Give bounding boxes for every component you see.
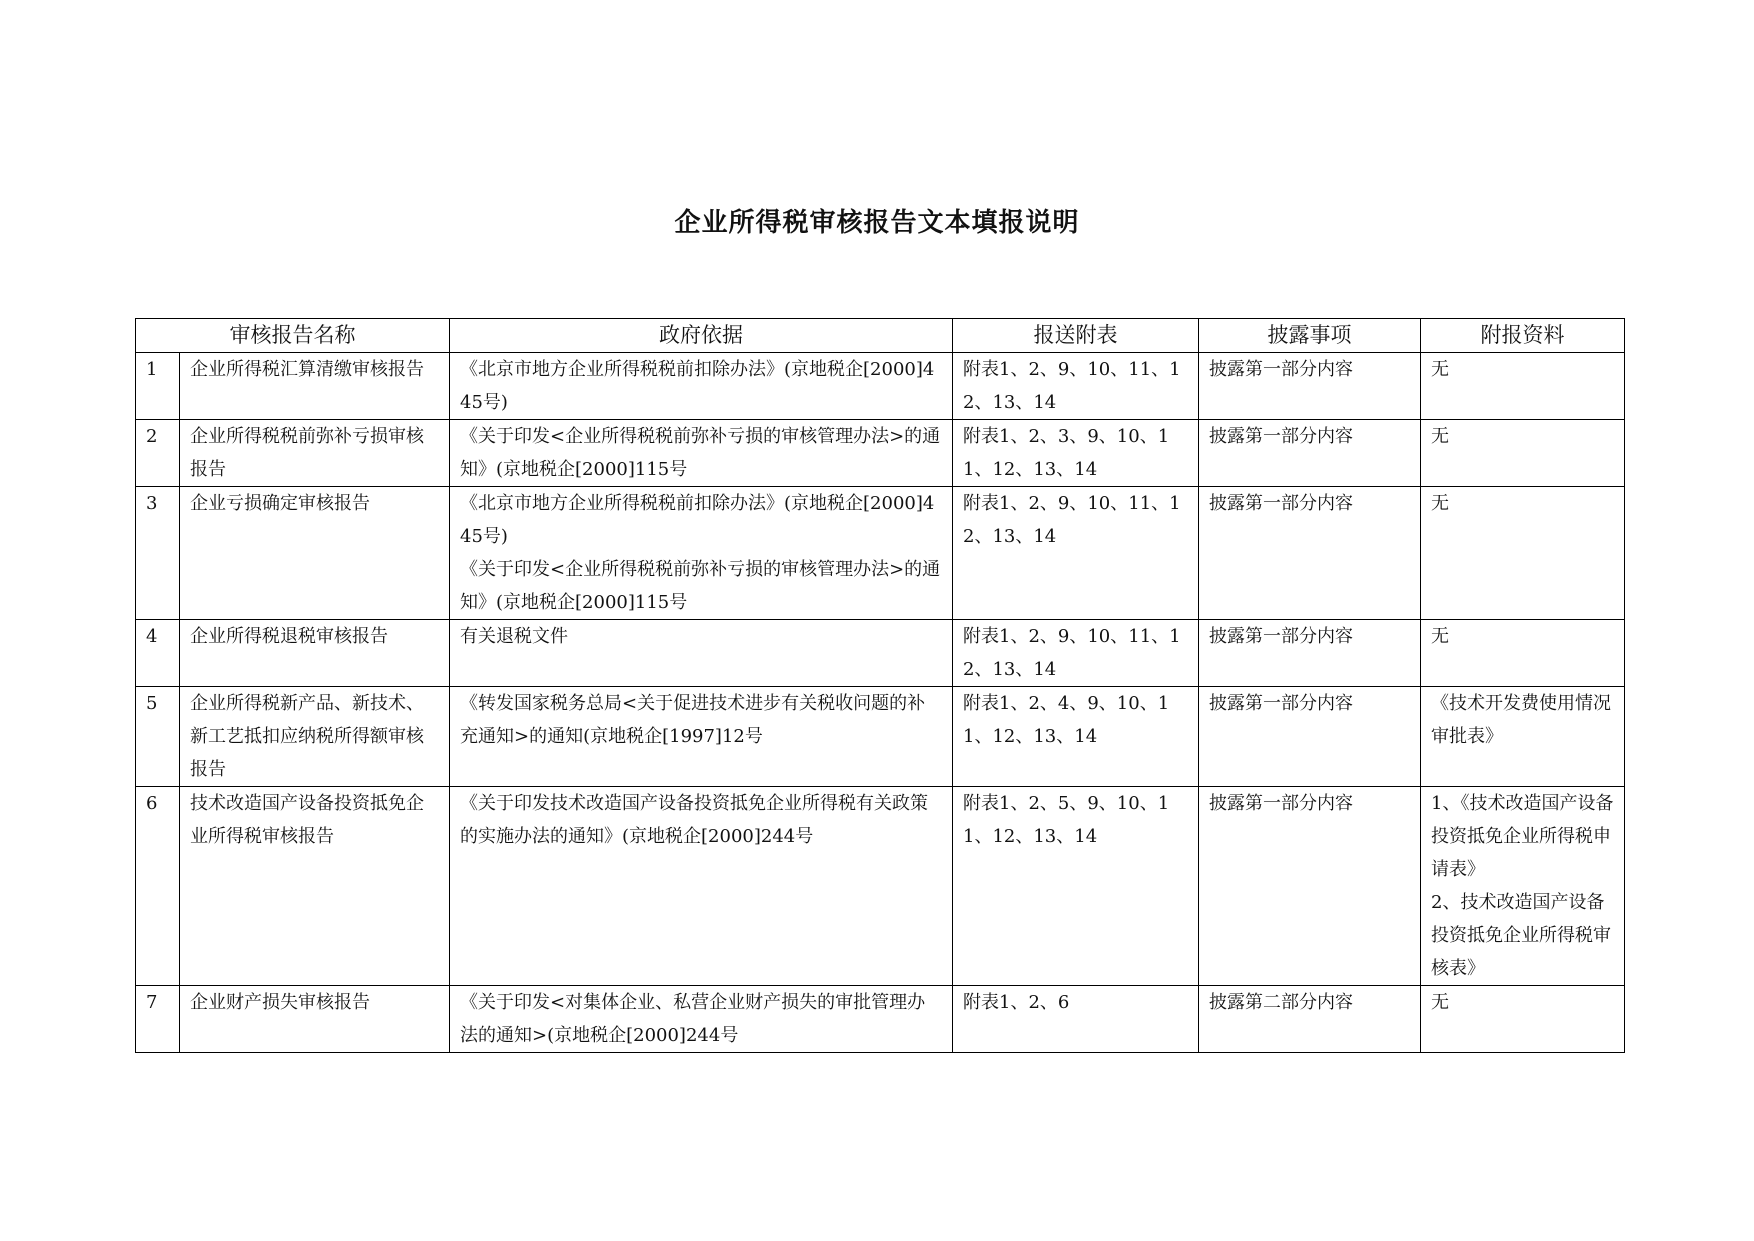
extra-materials-line: 1、《技术改造国产设备投资抵免企业所得税申请表》 [1431,793,1614,880]
attachments: 附表1、2、9、10、11、12、13、14 [953,487,1199,620]
basis-text: 《关于印发<企业所得税税前弥补亏损的审核管理办法>的通知》(京地税企[2000]115号 [450,420,953,487]
row-number: 6 [136,787,180,986]
extra-materials [1421,787,1625,986]
attachments: 附表1、2、5、9、10、11、12、13、14 [953,787,1199,986]
attachments: 附表1、2、9、10、11、12、13、14 [953,620,1199,687]
extra-materials: 无 [1421,487,1625,620]
disclosure: 披露第一部分内容 [1199,687,1421,787]
disclosure: 披露第一部分内容 [1199,420,1421,487]
table-row [136,487,1625,620]
attachments: 附表1、2、3、9、10、11、12、13、14 [953,420,1199,487]
disclosure: 披露第二部分内容 [1199,986,1421,1053]
row-number: 1 [136,353,180,420]
header-attachments: 报送附表 [953,319,1199,353]
table-row [136,687,1625,787]
attachments: 附表1、2、6 [953,986,1199,1053]
disclosure: 披露第一部分内容 [1199,353,1421,420]
table-row [136,787,1625,986]
header-report-name: 审核报告名称 [136,319,450,353]
extra-materials: 无 [1421,420,1625,487]
row-number: 7 [136,986,180,1053]
table-row [136,986,1625,1053]
extra-materials: 无 [1421,620,1625,687]
extra-materials: 无 [1421,353,1625,420]
basis-text: 《关于印发<对集体企业、私营企业财产损失的审批管理办法的通知>(京地税企[2000]244号 [450,986,953,1053]
disclosure: 披露第一部分内容 [1199,487,1421,620]
basis-text: 《关于印发技术改造国产设备投资抵免企业所得税有关政策的实施办法的通知》(京地税企[2000]244号 [450,787,953,986]
table-row [136,420,1625,487]
report-name: 技术改造国产设备投资抵免企业所得税审核报告 [180,787,450,986]
report-name: 企业所得税退税审核报告 [180,620,450,687]
table-header-row [136,319,1625,353]
report-table [135,318,1625,1053]
basis-text: 有关退税文件 [450,620,953,687]
page-title: 企业所得税审核报告文本填报说明 [674,208,1080,238]
header-disclosure: 披露事项 [1199,319,1421,353]
report-name: 企业所得税汇算清缴审核报告 [180,353,450,420]
disclosure: 披露第一部分内容 [1199,787,1421,986]
basis-text: 《转发国家税务总局<关于促进技术进步有关税收问题的补充通知>的通知(京地税企[1997]12号 [450,687,953,787]
report-name: 企业亏损确定审核报告 [180,487,450,620]
row-number: 3 [136,487,180,620]
table-row [136,353,1625,420]
attachments: 附表1、2、4、9、10、11、12、13、14 [953,687,1199,787]
row-number: 4 [136,620,180,687]
header-basis: 政府依据 [450,319,953,353]
extra-materials: 《技术开发费使用情况审批表》 [1421,687,1625,787]
basis-text: 《北京市地方企业所得税税前扣除办法》(京地税企[2000]445号) [450,353,953,420]
row-number: 2 [136,420,180,487]
basis-text [450,487,953,620]
basis-text-line: 《北京市地方企业所得税税前扣除办法》(京地税企[2000]445号) [460,493,935,547]
attachments: 附表1、2、9、10、11、12、13、14 [953,353,1199,420]
row-number: 5 [136,687,180,787]
table-row [136,620,1625,687]
disclosure: 披露第一部分内容 [1199,620,1421,687]
report-name: 企业财产损失审核报告 [180,986,450,1053]
report-name: 企业所得税税前弥补亏损审核报告 [180,420,450,487]
report-name: 企业所得税新产品、新技术、新工艺抵扣应纳税所得额审核报告 [180,687,450,787]
extra-materials-line: 2、技术改造国产设备投资抵免企业所得税审核表》 [1431,892,1611,979]
extra-materials: 无 [1421,986,1625,1053]
basis-text-line: 《关于印发<企业所得税税前弥补亏损的审核管理办法>的通知》(京地税企[2000]115号 [460,559,941,613]
header-extra-materials: 附报资料 [1421,319,1625,353]
